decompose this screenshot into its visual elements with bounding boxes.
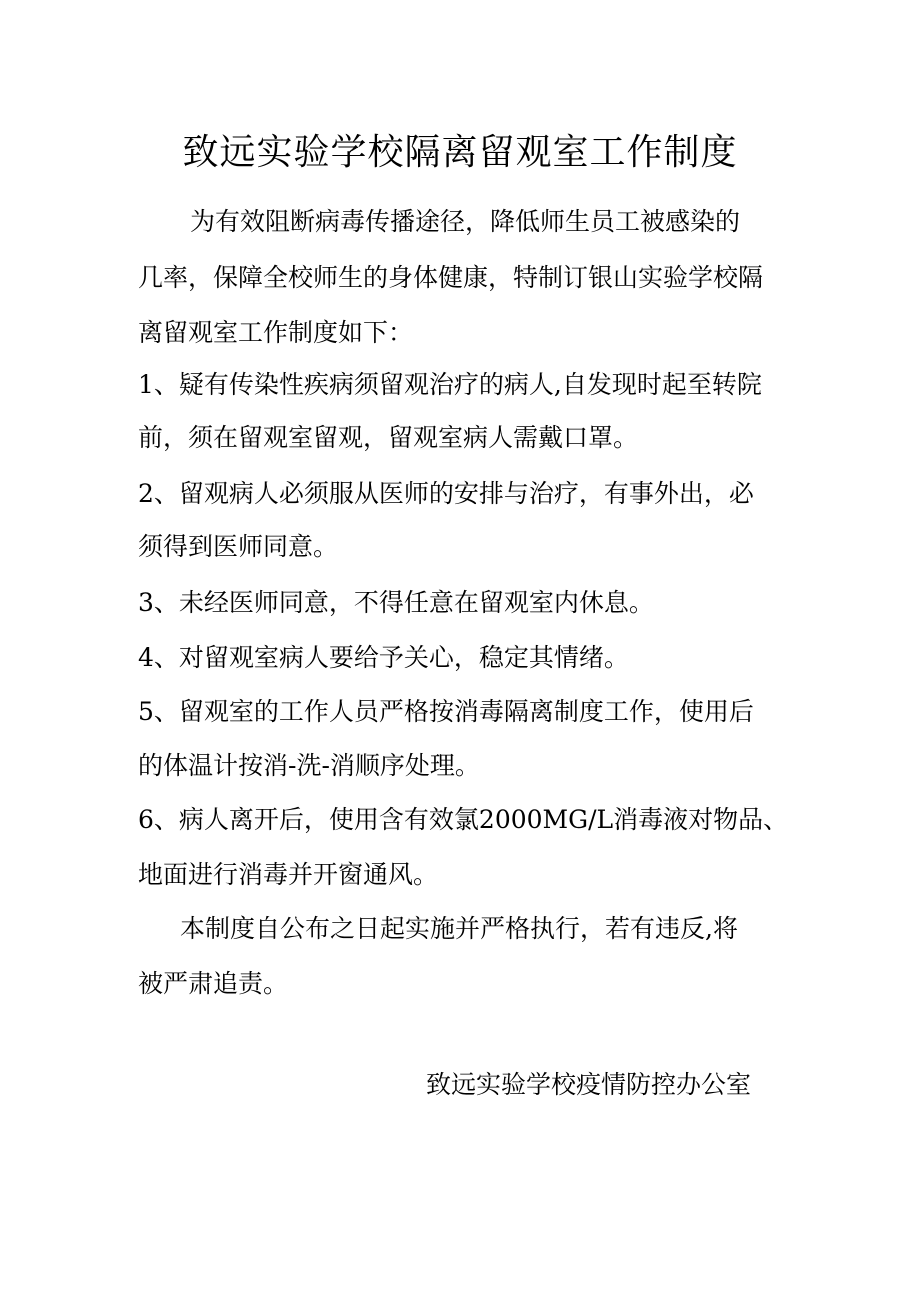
signature: 致远实验学校疫情防控办公室 — [426, 1070, 752, 1099]
rule-6-line-1: 6、病人离开后，使用含有效氯2000MG/L消毒液对物品、 — [138, 805, 789, 834]
rule-1-line-1: 1、疑有传染性疾病须留观治疗的病人,自发现时起至转院 — [138, 370, 762, 399]
intro-line-1: 为有效阻断病毒传播途径，降低师生员工被感染的 — [190, 207, 741, 236]
rule-5-line-1: 5、留观室的工作人员严格按消毒隔离制度工作，使用后 — [138, 697, 754, 726]
rule-4-line: 4、对留观室病人要给予关心，稳定其情绪。 — [138, 643, 629, 672]
rule-6-line-2: 地面进行消毒并开窗通风。 — [138, 860, 439, 889]
intro-line-2: 几率，保障全校师生的身体健康，特制订银山实验学校隔 — [138, 263, 764, 292]
closing-line-2: 被严肃追责。 — [138, 969, 289, 998]
rule-5-line-2: 的体温计按消-洗-消顺序处理。 — [138, 751, 480, 780]
rule-3-line: 3、未经医师同意，不得任意在留观室内休息。 — [138, 588, 654, 617]
intro-line-3: 离留观室工作制度如下： — [138, 318, 414, 347]
document-title: 致远实验学校隔离留观室工作制度 — [182, 132, 738, 173]
rule-1-line-2: 前，须在留观室留观，留观室病人需戴口罩。 — [138, 423, 639, 452]
closing-line-1: 本制度自公布之日起实施并严格执行，若有违反,将 — [180, 914, 738, 943]
rule-2-line-2: 须得到医师同意。 — [138, 532, 339, 561]
rule-2-line-1: 2、留观病人必须服从医师的安排与治疗，有事外出，必 — [138, 479, 754, 508]
